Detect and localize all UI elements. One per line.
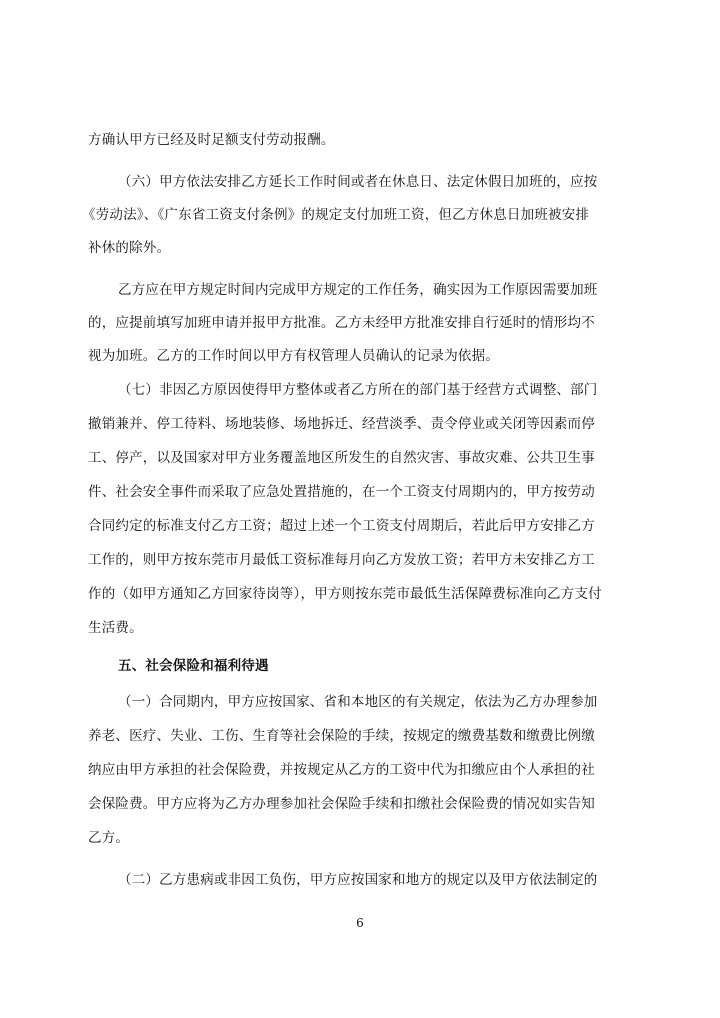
text-line: 会保险费。甲方应将为乙方办理参加社会保险手续和扣缴社会保险费的情况如实告知 <box>88 796 595 812</box>
text-line: 工、停产，以及国家对甲方业务覆盖地区所发生的自然灾害、事故灾难、公共卫生事 <box>88 450 595 466</box>
section-heading: 五、社会保险和福利待遇 <box>118 658 269 674</box>
text-line: 工作的，则甲方按东莞市月最低工资标准每月向乙方发放工资；若甲方未安排乙方工 <box>88 552 595 568</box>
text-line: 乙方。 <box>88 830 130 846</box>
text-line: 撤销兼并、停工待料、场地装修、场地拆迁、经营淡季、责令停业或关闭等因素而停 <box>88 416 595 432</box>
text-line: 件、社会安全事件而采取了应急处置措施的，在一个工资支付周期内的，甲方按劳动 <box>88 484 595 500</box>
text-line: （一）合同期内，甲方应按国家、省和本地区的有关规定，依法为乙方办理参加 <box>118 694 598 710</box>
page-number: 6 <box>356 916 364 930</box>
text-line: （六）甲方依法安排乙方延长工作时间或者在休息日、法定休假日加班的，应按 <box>118 174 598 190</box>
text-line: 养老、医疗、失业、工伤、生育等社会保险的手续，按规定的缴费基数和缴费比例缴 <box>88 728 595 744</box>
text-line: 的，应提前填写加班申请并报甲方批准。乙方未经甲方批准安排自行延时的情形均不 <box>88 315 595 331</box>
text-line: （七）非因乙方原因使得甲方整体或者乙方所在的部门基于经营方式调整、部门 <box>118 382 598 398</box>
text-line: 纳应由甲方承担的社会保险费，并按规定从乙方的工资中代为扣缴应由个人承担的社 <box>88 762 595 778</box>
text-line: 生活费。 <box>88 620 143 636</box>
text-line: 合同约定的标准支付乙方工资；超过上述一个工资支付周期后，若此后甲方安排乙方 <box>88 518 595 534</box>
text-line: 作的（如甲方通知乙方回家待岗等），甲方则按东莞市最低生活保障费标准向乙方支付 <box>88 586 602 602</box>
text-line: 补休的除外。 <box>88 240 171 256</box>
text-line: 视为加班。乙方的工作时间以甲方有权管理人员确认的记录为依据。 <box>88 348 499 364</box>
text-line: 方确认甲方已经及时足额支付劳动报酬。 <box>88 132 335 148</box>
text-line: （二）乙方患病或非因工负伤，甲方应按国家和地方的规定以及甲方依法制定的 <box>118 872 598 888</box>
text-line: 《劳动法》、《广东省工资支付条例》的规定支付加班工资，但乙方休息日加班被安排 <box>82 207 590 223</box>
text-line: 乙方应在甲方规定时间内完成甲方规定的工作任务，确实因为工作原因需要加班 <box>118 282 598 298</box>
